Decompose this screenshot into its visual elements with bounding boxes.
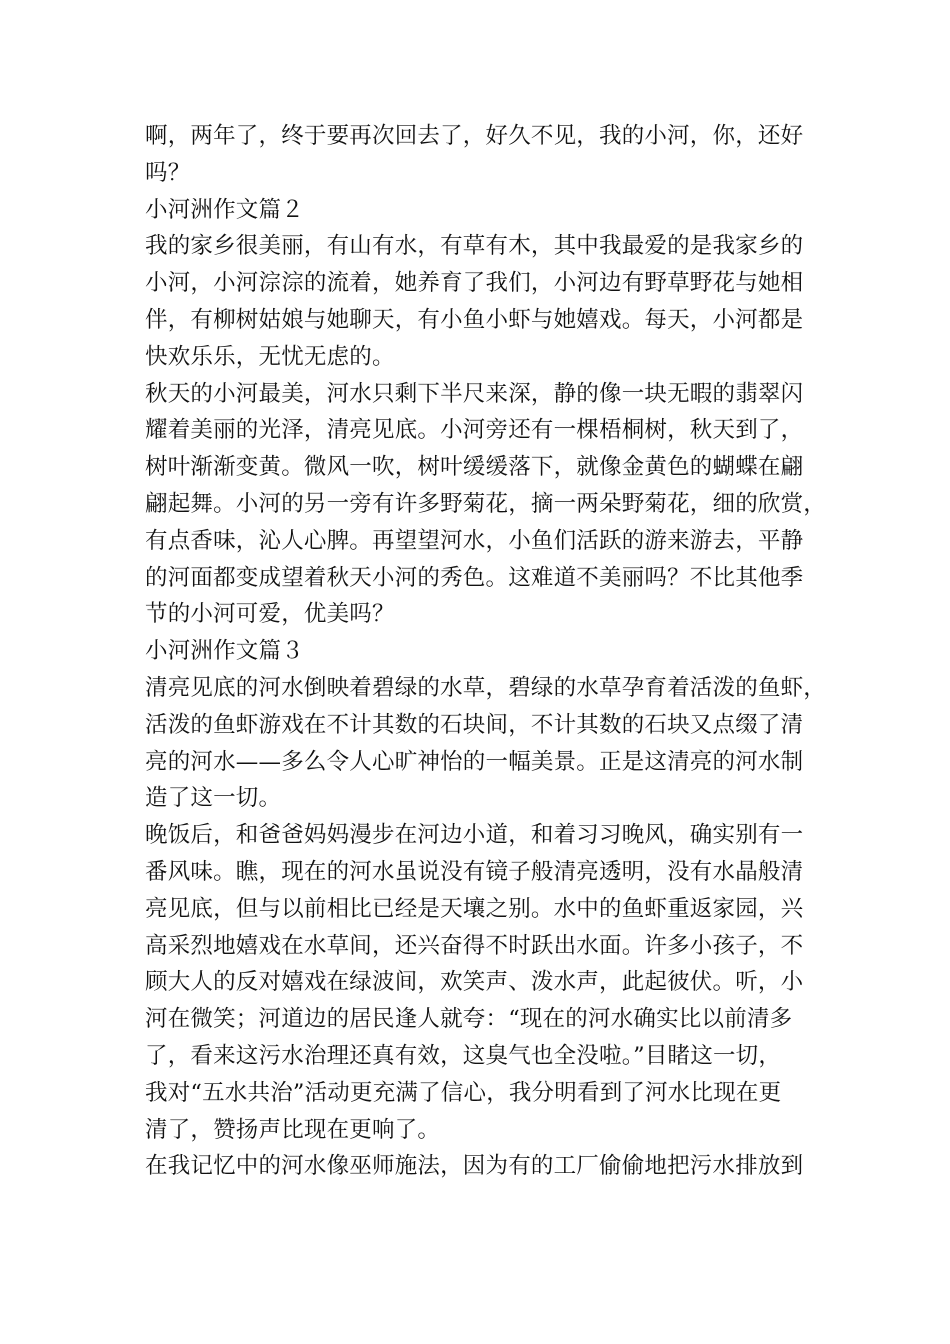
text-line: 番风味。瞧，现在的河水虽说没有镜子般清亮透明，没有水晶般清 <box>145 858 804 885</box>
text-line: 清了，赞扬声比现在更响了。 <box>145 1116 441 1143</box>
text-line: 了，看来这污水治理还真有效，这臭气也全没啦。”目睹这一切， <box>145 1042 782 1069</box>
text-line: 啊，两年了，终于要再次回去了，好久不见，我的小河，你，还好 <box>145 123 804 149</box>
section-heading: 小河洲作文篇２ <box>145 196 304 223</box>
document-body <box>145 118 825 1185</box>
section-heading: 小河洲作文篇３ <box>145 638 304 665</box>
text-line: 树叶渐渐变黄。微风一吹，树叶缓缓落下，就像金黄色的蝴蝶在翩 <box>145 454 804 481</box>
text-line: 清亮见底的河水倒映着碧绿的水草，碧绿的水草孕育着活泼的鱼虾， <box>145 674 827 701</box>
text-line: 我对“五水共治”活动更充满了信心，我分明看到了河水比现在更 <box>145 1079 782 1106</box>
text-line: 高采烈地嬉戏在水草间，还兴奋得不时跃出水面。许多小孩子，不 <box>145 932 804 959</box>
text-line: 翩起舞。小河的另一旁有许多野菊花，摘一两朵野菊花，细的欣赏， <box>145 490 827 517</box>
text-line: 我的家乡很美丽，有山有水，有草有木，其中我最爱的是我家乡的 <box>145 233 804 260</box>
text-line: 快欢乐乐，无忧无虑的。 <box>145 343 395 370</box>
text-line: 活泼的鱼虾游戏在不计其数的石块间，不计其数的石块又点缀了清 <box>145 711 804 738</box>
text-line: 在我记忆中的河水像巫师施法，因为有的工厂偷偷地把污水排放到 <box>145 1153 804 1180</box>
text-line: 节的小河可爱，优美吗？ <box>145 601 395 628</box>
text-line: 造了这一切。 <box>145 785 282 812</box>
text-line: 有点香味，沁人心脾。再望望河水，小鱼们活跃的游来游去，平静 <box>145 527 804 554</box>
text-line: 河在微笑；河道边的居民逢人就夸：“现在的河水确实比以前清多 <box>145 1006 793 1033</box>
text-line: 顾大人的反对嬉戏在绿波间，欢笑声、泼水声，此起彼伏。听，小 <box>145 969 804 996</box>
text-line: 的河面都变成望着秋天小河的秀色。这难道不美丽吗？不比其他季 <box>145 564 804 591</box>
text-line: 晚饭后，和爸爸妈妈漫步在河边小道，和着习习晚风，确实别有一 <box>145 822 804 849</box>
text-line: 秋天的小河最美，河水只剩下半尺来深，静的像一块无暇的翡翠闪 <box>145 380 804 407</box>
text-line: 亮见底，但与以前相比已经是天壤之别。水中的鱼虾重返家园，兴 <box>145 895 804 922</box>
text-line: 亮的河水——多么令人心旷神怡的一幅美景。正是这清亮的河水制 <box>145 748 804 775</box>
text-line: 吗？ <box>145 159 191 186</box>
text-line: 小河，小河淙淙的流着，她养育了我们，小河边有野草野花与她相 <box>145 270 804 297</box>
text-line: 耀着美丽的光泽，清亮见底。小河旁还有一棵梧桐树，秋天到了， <box>145 417 804 444</box>
text-line: 伴，有柳树姑娘与她聊天，有小鱼小虾与她嬉戏。每天，小河都是 <box>145 306 804 333</box>
